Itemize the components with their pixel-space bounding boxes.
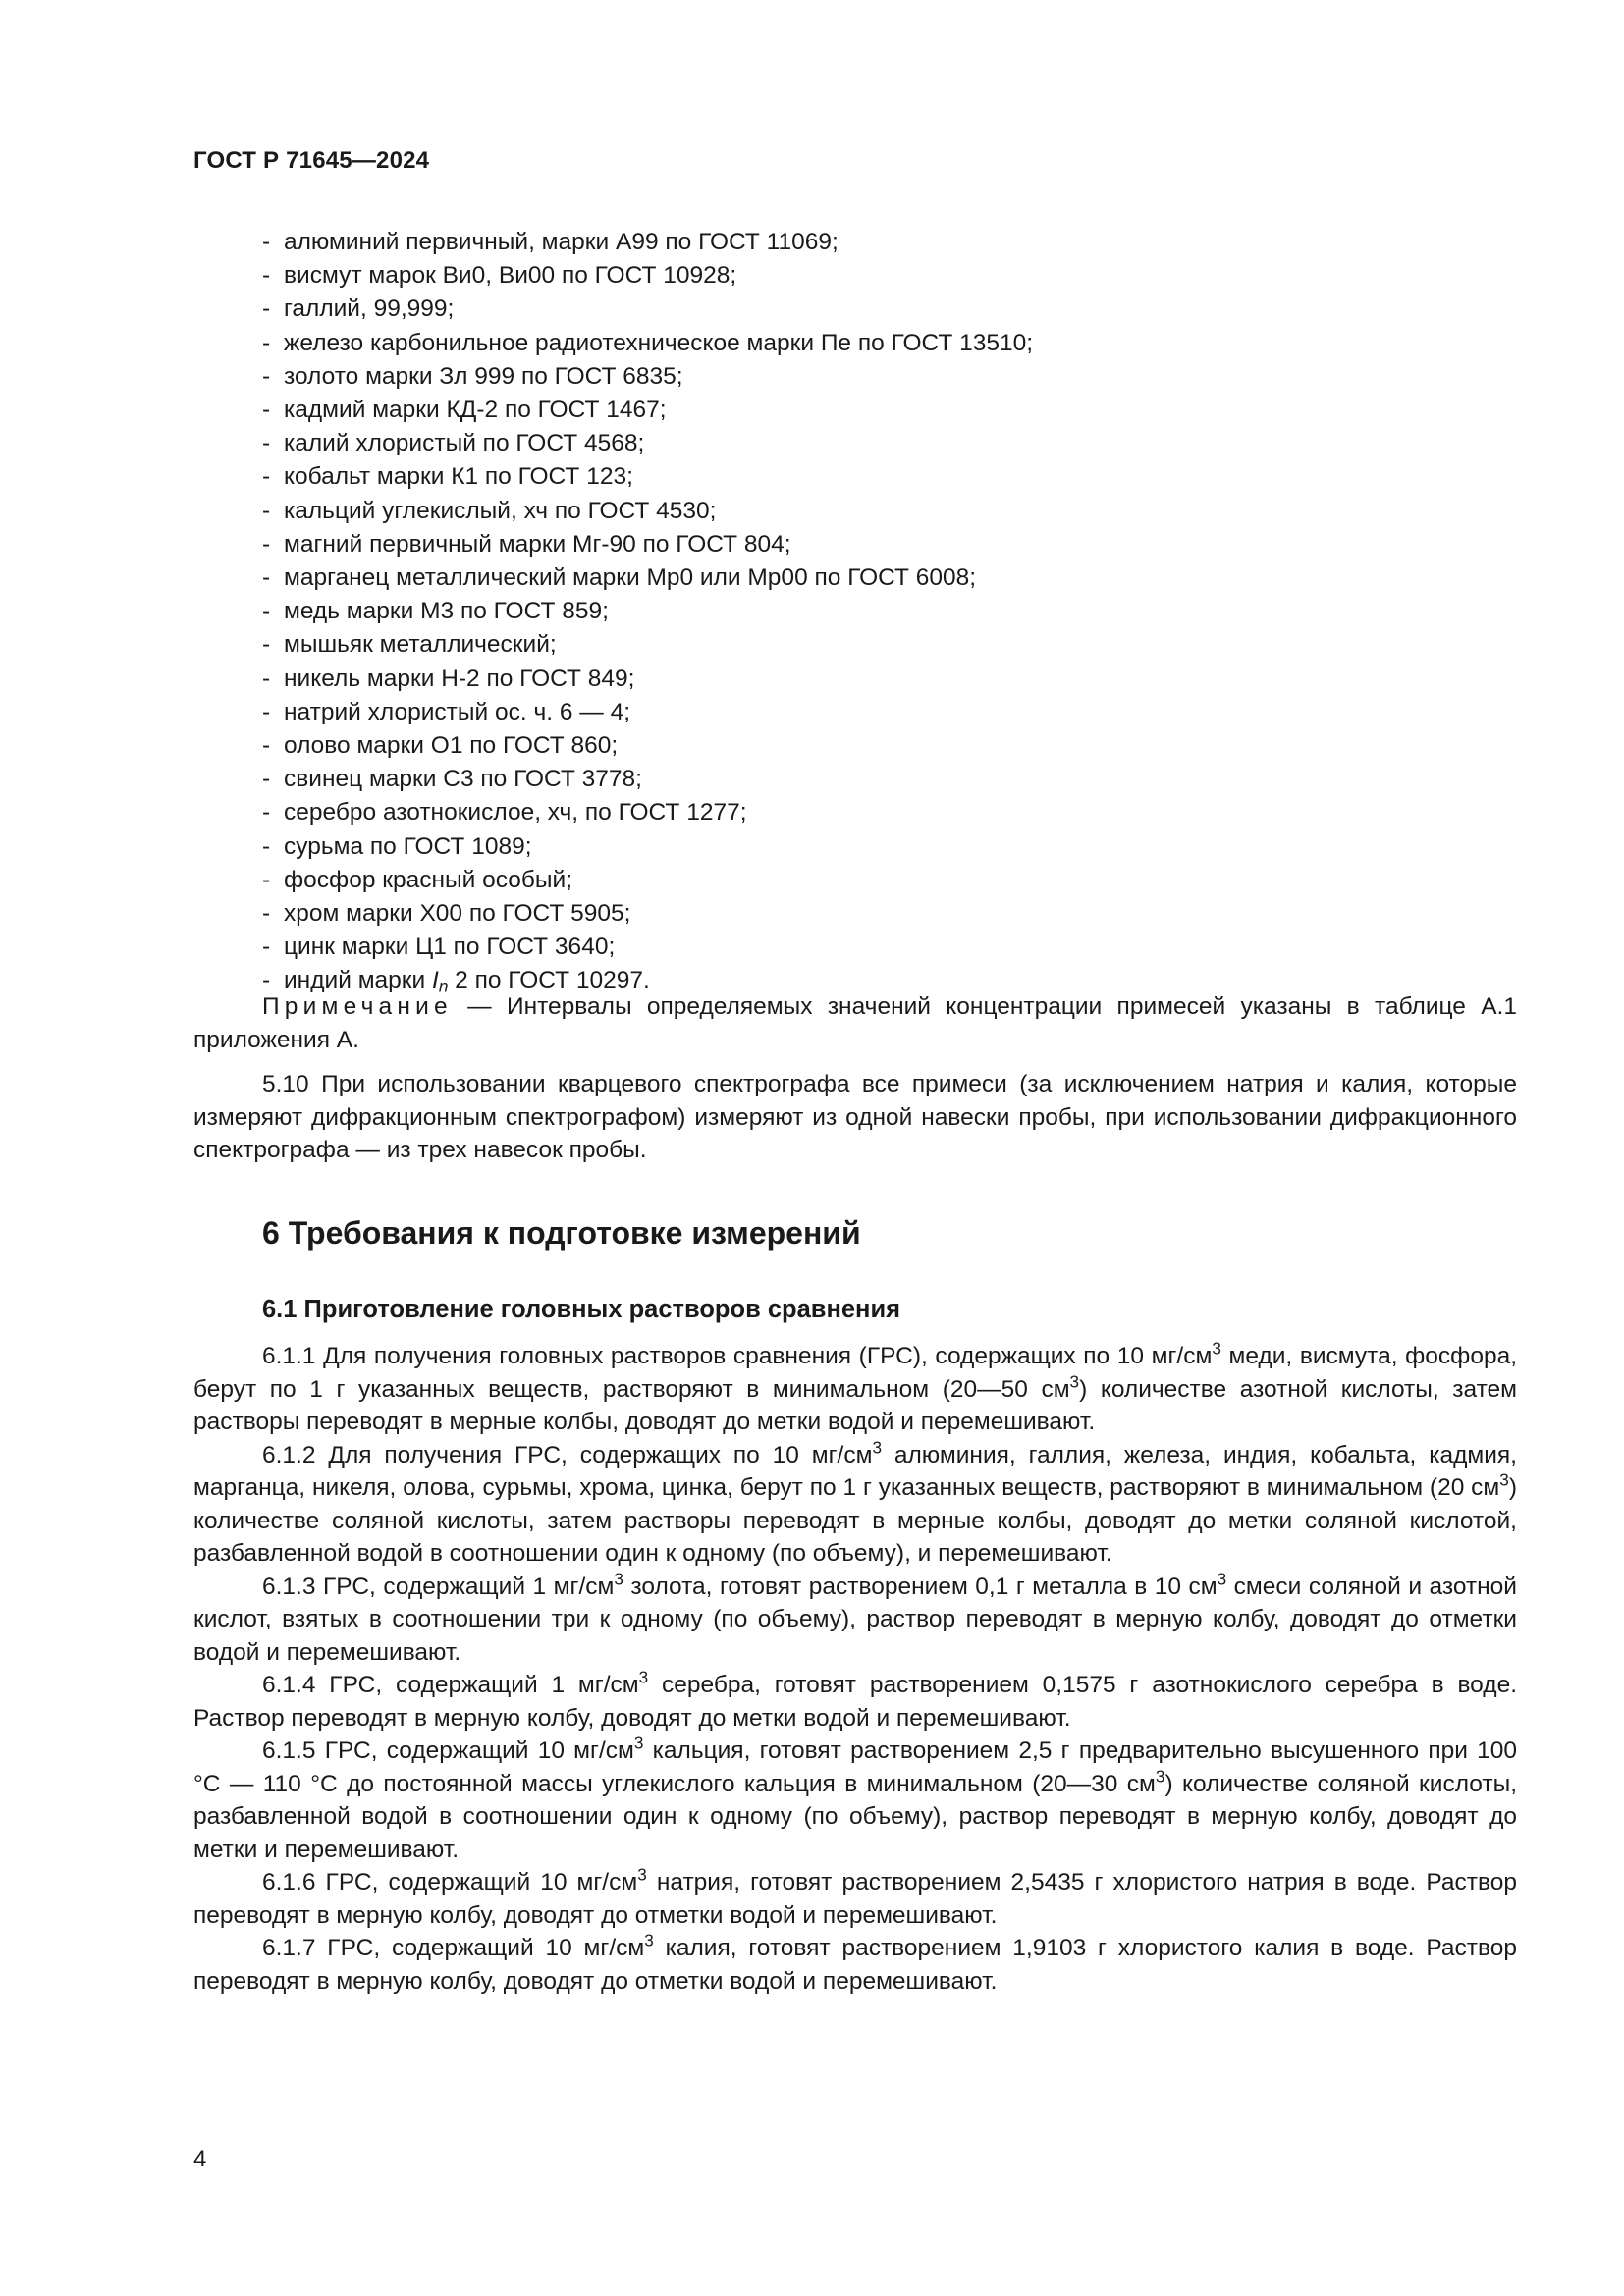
list-dash: -: [262, 530, 271, 558]
clause-text: ) количестве соляной кислоты, затем растворы переводят в мерные колбы, доводят до метки соляной кислотой, разбавленной водой в соотношении один к одному (по объему), и перемешивают.: [193, 1474, 1517, 1567]
indium-symbol: I: [432, 967, 439, 994]
clause-text: 6.1.1 Для получения головных растворов сравнения (ГРС), содержащих по 10 мг/см: [262, 1343, 1213, 1369]
list-item-text: железо карбонильное радиотехническое марки Пе по ГОСТ 13510;: [284, 329, 1034, 356]
clause-text: золота, готовят растворением 0,1 г металла в 10 см: [623, 1573, 1218, 1600]
clause-text: 6.1.5 ГРС, содержащий 10 мг/см: [262, 1737, 634, 1764]
superscript-3: 3: [637, 1864, 647, 1885]
list-dash: -: [262, 564, 271, 592]
indium-text-b: 2 по ГОСТ 10297.: [448, 967, 650, 994]
clause-6-1-7: [193, 1932, 1517, 1998]
list-item: [262, 663, 1539, 696]
list-item-text: марганец металлический марки Мр0 или Мр00 по ГОСТ 6008;: [284, 564, 977, 592]
list-item: [262, 696, 1539, 729]
section-6-title: 6 Требования к подготовке измерений: [262, 1215, 861, 1251]
clause-text: алюминия, галлия, железа, индия, кобальта, кадмия, марганца, никеля, олова, сурьмы, хрома, цинка, берут по 1 г указанных веществ, растворяют в минимальном (20 см: [193, 1441, 1517, 1501]
list-dash: -: [262, 362, 271, 390]
note-paragraph: [193, 990, 1517, 1056]
list-dash: -: [262, 698, 271, 725]
document-header: ГОСТ Р 71645—2024: [193, 147, 430, 174]
list-item-text: кадмий марки КД-2 по ГОСТ 1467;: [284, 397, 667, 424]
list-item-text: висмут марок Ви0, Ви00 по ГОСТ 10928;: [284, 262, 737, 290]
list-dash: -: [262, 934, 271, 961]
clause-6-1-3: [193, 1571, 1517, 1670]
list-dash: -: [262, 665, 271, 692]
list-item-text: цинк марки Ц1 по ГОСТ 3640;: [284, 934, 616, 961]
list-dash: -: [262, 598, 271, 625]
clause-6-1-6: [193, 1866, 1517, 1932]
list-item: [262, 796, 1539, 829]
list-item: [262, 830, 1539, 864]
superscript-3: 3: [1217, 1569, 1227, 1589]
list-dash: -: [262, 732, 271, 760]
list-item: [262, 729, 1539, 763]
superscript-3: 3: [1069, 1371, 1080, 1392]
list-dash: -: [262, 832, 271, 860]
clause-5-10: [193, 1068, 1517, 1167]
clause-6-1-2: [193, 1439, 1517, 1571]
list-item-text: олово марки О1 по ГОСТ 860;: [284, 732, 619, 760]
list-item-text: калий хлористый по ГОСТ 4568;: [284, 430, 645, 457]
list-item: [262, 259, 1539, 293]
list-dash: -: [262, 866, 271, 893]
list-item: [262, 394, 1539, 427]
clause-text: ) количестве азотной кислоты, затем растворы переводят в мерные колбы, доводят до метки водой и перемешивают.: [193, 1375, 1517, 1435]
list-item-text: мышьяк металлический;: [284, 631, 557, 659]
list-item: [262, 427, 1539, 460]
list-dash: -: [262, 766, 271, 793]
list-item: [262, 327, 1539, 360]
list-item: [262, 360, 1539, 394]
list-dash: -: [262, 463, 271, 491]
list-item: [262, 897, 1539, 931]
list-item: [262, 763, 1539, 796]
superscript-3: 3: [1212, 1338, 1221, 1359]
page-number: 4: [193, 2146, 207, 2172]
list-item-text: галлий, 99,999;: [284, 295, 455, 323]
list-item: [262, 561, 1539, 595]
clause-text: 6.1.6 ГРС, содержащий 10 мг/см: [262, 1869, 638, 1896]
list-dash: -: [262, 497, 271, 524]
list-item-text: серебро азотнокислое, хч, по ГОСТ 1277;: [284, 799, 747, 827]
list-dash: -: [262, 397, 271, 424]
clause-text: 6.1.3 ГРС, содержащий 1 мг/см: [262, 1573, 615, 1600]
list-item: [262, 628, 1539, 662]
superscript-3: 3: [633, 1733, 644, 1753]
superscript-3: 3: [638, 1667, 649, 1687]
materials-list: [262, 226, 1539, 998]
list-item-text: фосфор красный особый;: [284, 866, 573, 893]
clause-text: 6.1.4 ГРС, содержащий 1 мг/см: [262, 1672, 639, 1698]
list-item: [262, 864, 1539, 897]
clause-6-1-4: [193, 1669, 1517, 1735]
list-dash: -: [262, 900, 271, 928]
list-item: [262, 226, 1539, 259]
list-dash: -: [262, 229, 271, 255]
list-dash: -: [262, 295, 271, 323]
clause-text: меди, висмута, фосфора, берут по 1 г указанных веществ, растворяют в минимальном (20—50 см: [193, 1343, 1518, 1403]
list-item: [262, 528, 1539, 561]
list-dash: -: [262, 631, 271, 659]
superscript-3: 3: [614, 1569, 623, 1589]
superscript-3: 3: [872, 1437, 882, 1458]
section-6-1-body: [193, 1340, 1517, 1998]
superscript-3: 3: [1499, 1469, 1509, 1490]
list-dash: -: [262, 430, 271, 457]
clause-text: кальция, готовят растворением 2,5 г предварительно высушенного при 100 °С — 110 °С до постоянной массы углекислого кальция в минимальном (20—30 см: [193, 1737, 1517, 1797]
clause-text: 6.1.2 Для получения ГРС, содержащих по 10 мг/см: [262, 1441, 873, 1468]
clause-text: ) количестве соляной кислоты, разбавленной водой в соотношении один к одному (по объему), раствор переводят в мерную колбу, доводят до метки и перемешивают.: [193, 1770, 1517, 1863]
superscript-3: 3: [644, 1930, 654, 1950]
clause-text: смеси соляной и азотной кислот, взятых в соотношении три к одному (по объему), раствор переводят в мерную колбу, доводят до отметки водой и перемешивают.: [193, 1573, 1517, 1666]
clause-text: натрия, готовят растворением 2,5435 г хлористого натрия в воде. Раствор переводят в мерную колбу, доводят до отметки водой и перемешивают.: [193, 1869, 1518, 1929]
list-item-text: никель марки Н-2 по ГОСТ 849;: [284, 665, 635, 692]
list-item-text: натрий хлористый ос. ч. 6 — 4;: [284, 698, 631, 725]
list-item: [262, 495, 1539, 528]
clause-6-1-5: [193, 1735, 1517, 1866]
note-label: Примечание: [262, 993, 453, 1020]
clause-text: 6.1.7 ГРС, содержащий 10 мг/см: [262, 1935, 645, 1961]
list-item-text: сурьма по ГОСТ 1089;: [284, 832, 532, 860]
list-dash: -: [262, 262, 271, 290]
indium-text-a: индий марки: [284, 967, 432, 994]
list-dash: -: [262, 967, 271, 994]
subsection-6-1-title: 6.1 Приготовление головных растворов сравнения: [262, 1296, 901, 1323]
clause-text: серебра, готовят растворением 0,1575 г азотнокислого серебра в воде. Раствор переводят в мерную колбу, доводят до метки водой и перемешивают.: [193, 1672, 1517, 1732]
superscript-3: 3: [1155, 1766, 1165, 1787]
list-item-text: кальций углекислый, хч по ГОСТ 4530;: [284, 497, 717, 524]
list-item-text: свинец марки С3 по ГОСТ 3778;: [284, 766, 642, 793]
list-item: [262, 293, 1539, 326]
clause-6-1-1: [193, 1340, 1517, 1439]
indium-subscript: n: [438, 976, 449, 996]
clause-5-10-text: 5.10 При использовании кварцевого спектрографа все примеси (за исключением натрия и калия, которые измеряют дифракционным спектрографом) измеряют из одной навески пробы, при использовании дифракционного спектрографа — из трех навесок пробы.: [193, 1071, 1517, 1163]
list-dash: -: [262, 329, 271, 356]
list-item: [262, 595, 1539, 628]
list-item-text: золото марки Зл 999 по ГОСТ 6835;: [284, 362, 683, 390]
note-block: [193, 990, 1517, 1056]
note-text: — Интервалы определяемых значений концентрации примесей указаны в таблице А.1 приложения А.: [193, 993, 1517, 1053]
list-dash: -: [262, 799, 271, 827]
list-item-text: кобальт марки К1 по ГОСТ 123;: [284, 463, 633, 491]
list-item-text: алюминий первичный, марки А99 по ГОСТ 11069;: [284, 229, 839, 255]
list-item: [262, 931, 1539, 964]
list-item-text: хром марки Х00 по ГОСТ 5905;: [284, 900, 631, 928]
list-item-text: медь марки М3 по ГОСТ 859;: [284, 598, 609, 625]
list-item-text: магний первичный марки Мг-90 по ГОСТ 804;: [284, 530, 791, 558]
clause-text: калия, готовят растворением 1,9103 г хлористого калия в воде. Раствор переводят в мерную колбу, доводят до отметки водой и перемешивают.: [193, 1935, 1517, 1995]
list-item: [262, 460, 1539, 494]
